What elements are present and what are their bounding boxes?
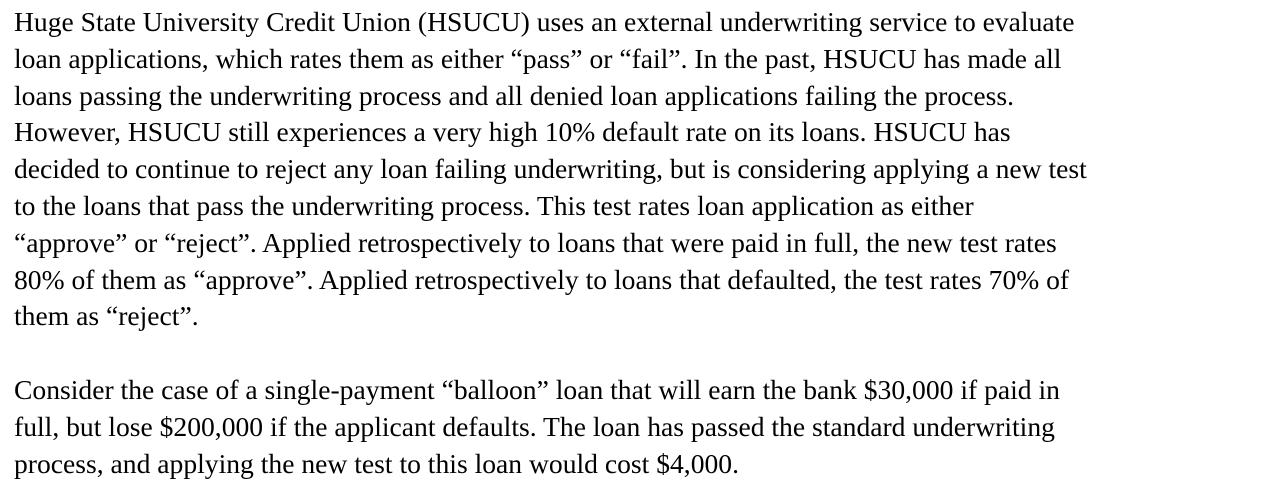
text-line: full, but lose $200,000 if the applicant defaults. The loan has passed the standard underwriting [14, 410, 1055, 442]
text-line: “approve” or “reject”. Applied retrospectively to loans that were paid in full, the new test rates [14, 226, 1057, 258]
text-line: them as “reject”. [14, 300, 199, 332]
text-line: loan applications, which rates them as either “pass” or “fail”. In the past, HSUCU has made all [14, 42, 1062, 74]
text-line: 80% of them as “approve”. Applied retrospectively to loans that defaulted, the test rates 70% of [14, 263, 1070, 295]
paragraph-2 [14, 372, 1276, 482]
text-line: Huge State University Credit Union (HSUCU) uses an external underwriting service to evaluate [14, 6, 1075, 37]
paragraph-1 [14, 4, 1276, 335]
paragraph-spacer [14, 335, 1276, 372]
text-line: to the loans that pass the underwriting process. This test rates loan application as either [14, 189, 974, 221]
text-line: Consider the case of a single-payment “balloon” loan that will earn the bank $30,000 if paid in [14, 373, 1060, 405]
document-body [14, 4, 1276, 482]
text-line: decided to continue to reject any loan failing underwriting, but is considering applying a new test [14, 153, 1087, 185]
text-line: However, HSUCU still experiences a very high 10% default rate on its loans. HSUCU has [14, 116, 1011, 148]
text-line: loans passing the underwriting process and all denied loan applications failing the process. [14, 79, 1015, 111]
text-line: process, and applying the new test to this loan would cost $4,000. [14, 447, 739, 479]
